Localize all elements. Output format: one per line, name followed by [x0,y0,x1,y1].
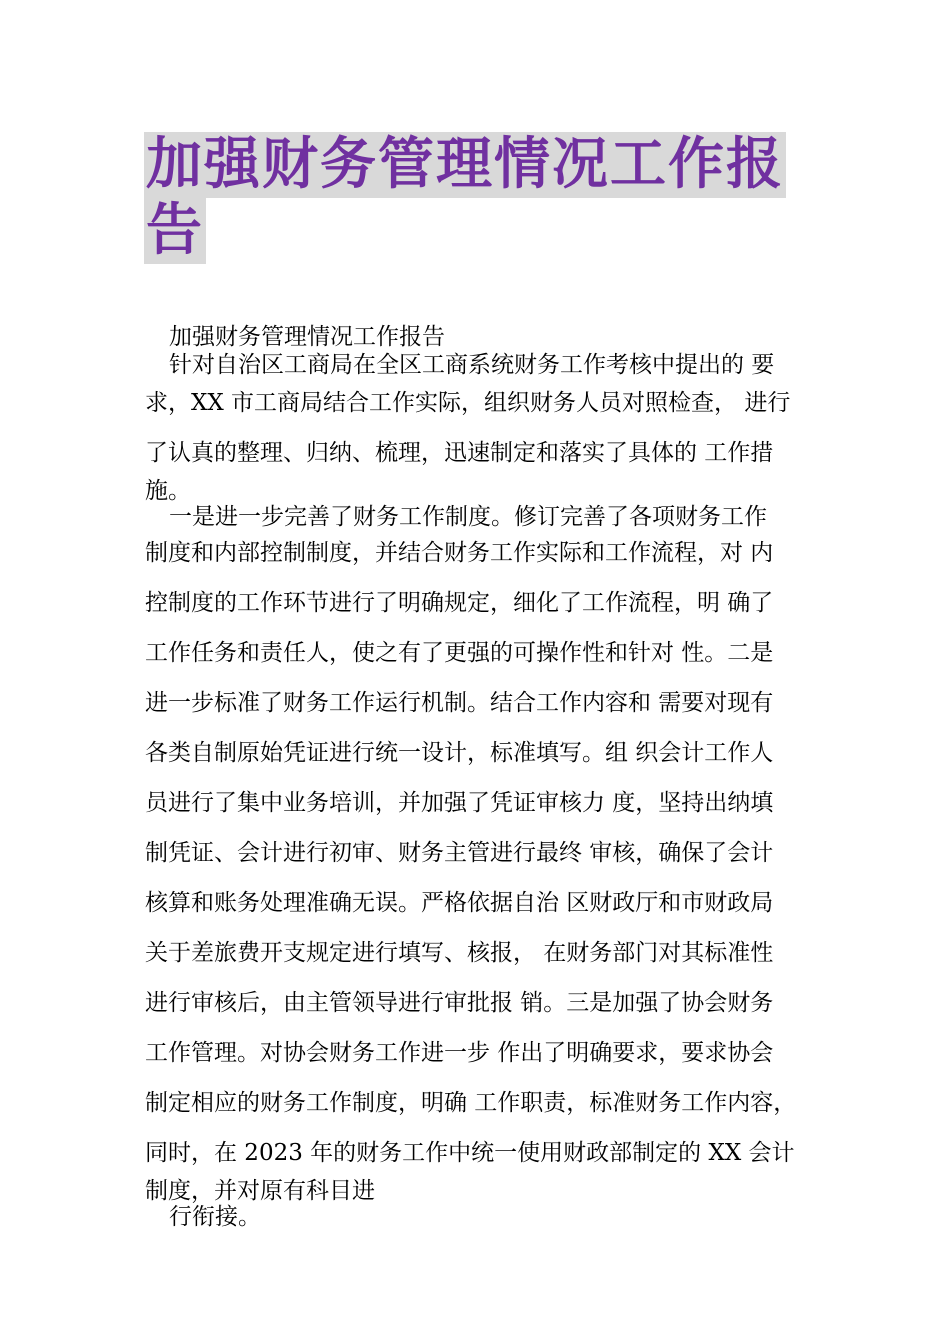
paragraph-line: 工作管理。对协会财务工作进一步 作出了明确要求，要求协会 [145,1040,774,1066]
paragraph-line: 制度和内部控制制度，并结合财务工作实际和工作流程，对 内 [145,540,774,566]
paragraph-line: 工作任务和责任人，使之有了更强的可操作性和针对 性。二是 [145,640,774,666]
paragraph-line: 控制度的工作环节进行了明确规定，细化了工作流程，明 确了 [145,590,774,616]
paragraph-line: 员进行了集中业务培训，并加强了凭证审核力 度，坚持出纳填 [145,790,774,816]
paragraph-line: 关于差旅费开支规定进行填写、核报， 在财务部门对其标准性 [145,940,774,966]
paragraph-line: 各类自制原始凭证进行统一设计，标准填写。组 织会计工作人 [145,740,774,766]
paragraph-line: 一是进一步完善了财务工作制度。修订完善了各项财务工作 [169,504,767,530]
paragraph-line: 同时，在 2023 年的财务工作中统一使用财政部制定的 XX 会计 [145,1140,795,1166]
document-title [144,132,809,264]
paragraph-line: 行衔接。 [169,1204,261,1230]
paragraph-line: 制凭证、会计进行初审、财务主管进行最终 审核，确保了会计 [145,840,774,866]
paragraph-line: 进行审核后，由主管领导进行审批报 销。三是加强了协会财务 [145,990,774,1016]
paragraph-line: 核算和账务处理准确无误。严格依据自治 区财政厅和市财政局 [145,890,774,916]
paragraph-line: 施。 [145,478,191,504]
paragraph-line: 制定相应的财务工作制度，明确 工作职责，标准财务工作内容， [145,1090,797,1116]
paragraph-line: 了认真的整理、归纳、梳理，迅速制定和落实了具体的 工作措 [145,440,774,466]
paragraph-line: 针对自治区工商局在全区工商系统财务工作考核中提出的 要 [169,352,775,378]
body-heading: 加强财务管理情况工作报告 [169,324,445,350]
title-line-2: 告 [146,198,204,263]
title-line-1: 加强财务管理情况工作报 [146,132,784,197]
paragraph-line: 制度，并对原有科目进 [145,1178,375,1204]
paragraph-line: 进一步标准了财务工作运行机制。结合工作内容和 需要对现有 [145,690,774,716]
paragraph-line: 求，XX 市工商局结合工作实际，组织财务人员对照检查， 进行 [145,390,791,416]
